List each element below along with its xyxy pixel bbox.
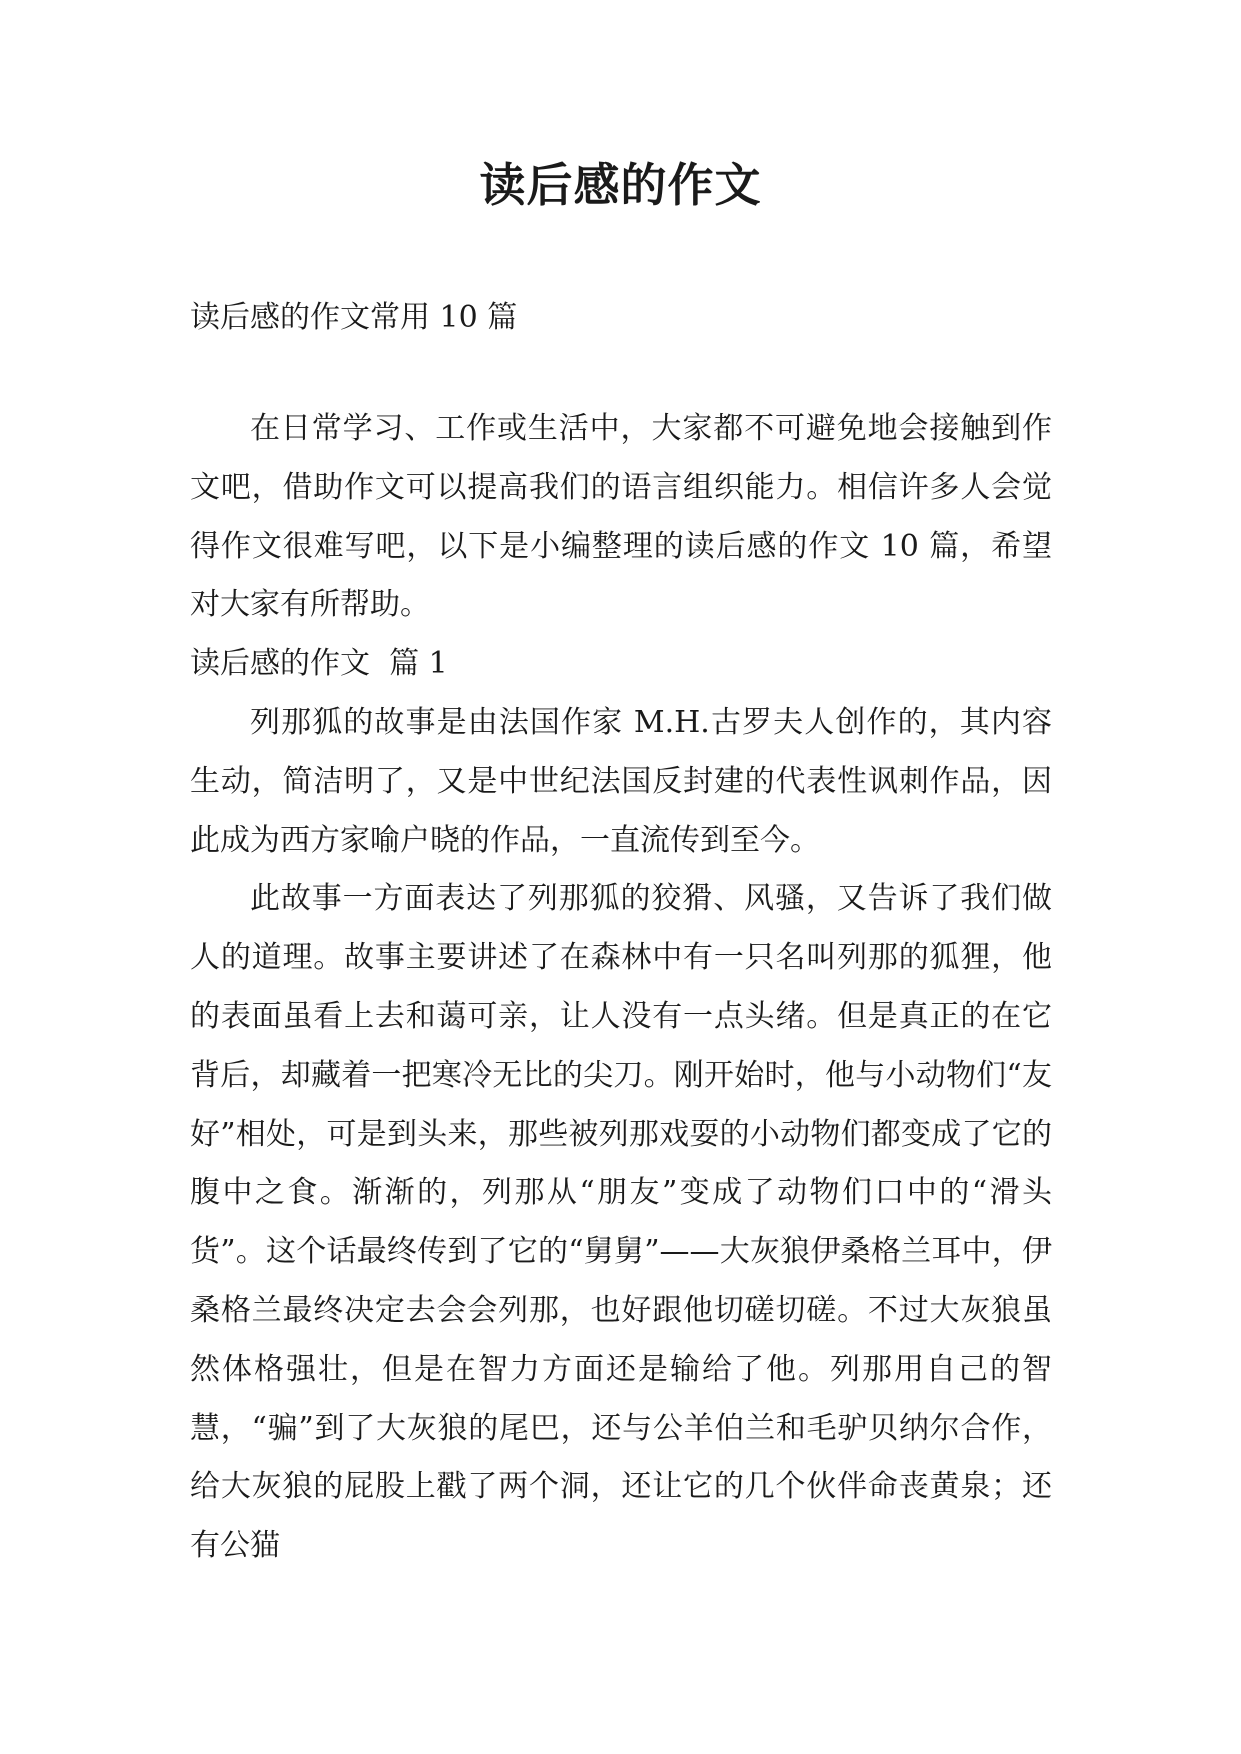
intro-paragraph: 在日常学习、工作或生活中，大家都不可避免地会接触到作文吧，借助作文可以提高我们的语言组织能力。相信许多人会觉得作文很难写吧，以下是小编整理的读后感的作文 10 篇，希望对大家有所帮助。 bbox=[190, 411, 1052, 623]
body-paragraph-2: 此故事一方面表达了列那狐的狡猾、风骚，又告诉了我们做人的道理。故事主要讲述了在森林中有一只名叫列那的狐狸，他的表面虽看上去和蔼可亲，让人没有一点头绪。但是真正的在它背后，却藏着一把寒冷无比的尖刀。刚开始时，他与小动物们“友好”相处，可是到头来，那些被列那戏耍的小动物们都变成了它的腹中之食。渐渐的，列那从“朋友”变成了动物们口中的“滑头货”。这个话最终传到了它的“舅舅”——大灰狼伊桑格兰耳中，伊桑格兰最终决定去会会列那，也好跟他切磋切磋。不过大灰狼虽然体格强壮，但是在智力方面还是输给了他。列那用自己的智慧，“骗”到了大灰狼的尾巴，还与公羊伯兰和毛驴贝纳尔合作，给大灰狼的屁股上戳了两个洞，还让它的几个伙伴命丧黄泉；还有公猫 bbox=[190, 881, 1052, 1564]
section-heading: 读后感的作文 篇 1 bbox=[190, 646, 448, 682]
document-title: 读后感的作文 bbox=[479, 158, 762, 212]
body-paragraph-1: 列那狐的故事是由法国作家 M.H.古罗夫人创作的，其内容生动，简洁明了，又是中世纪法国反封建的代表性讽刺作品，因此成为西方家喻户晓的作品，一直流传到至今。 bbox=[190, 704, 1052, 858]
document-body bbox=[190, 400, 1052, 1576]
document-subtitle: 读后感的作文常用 10 篇 bbox=[190, 300, 518, 335]
